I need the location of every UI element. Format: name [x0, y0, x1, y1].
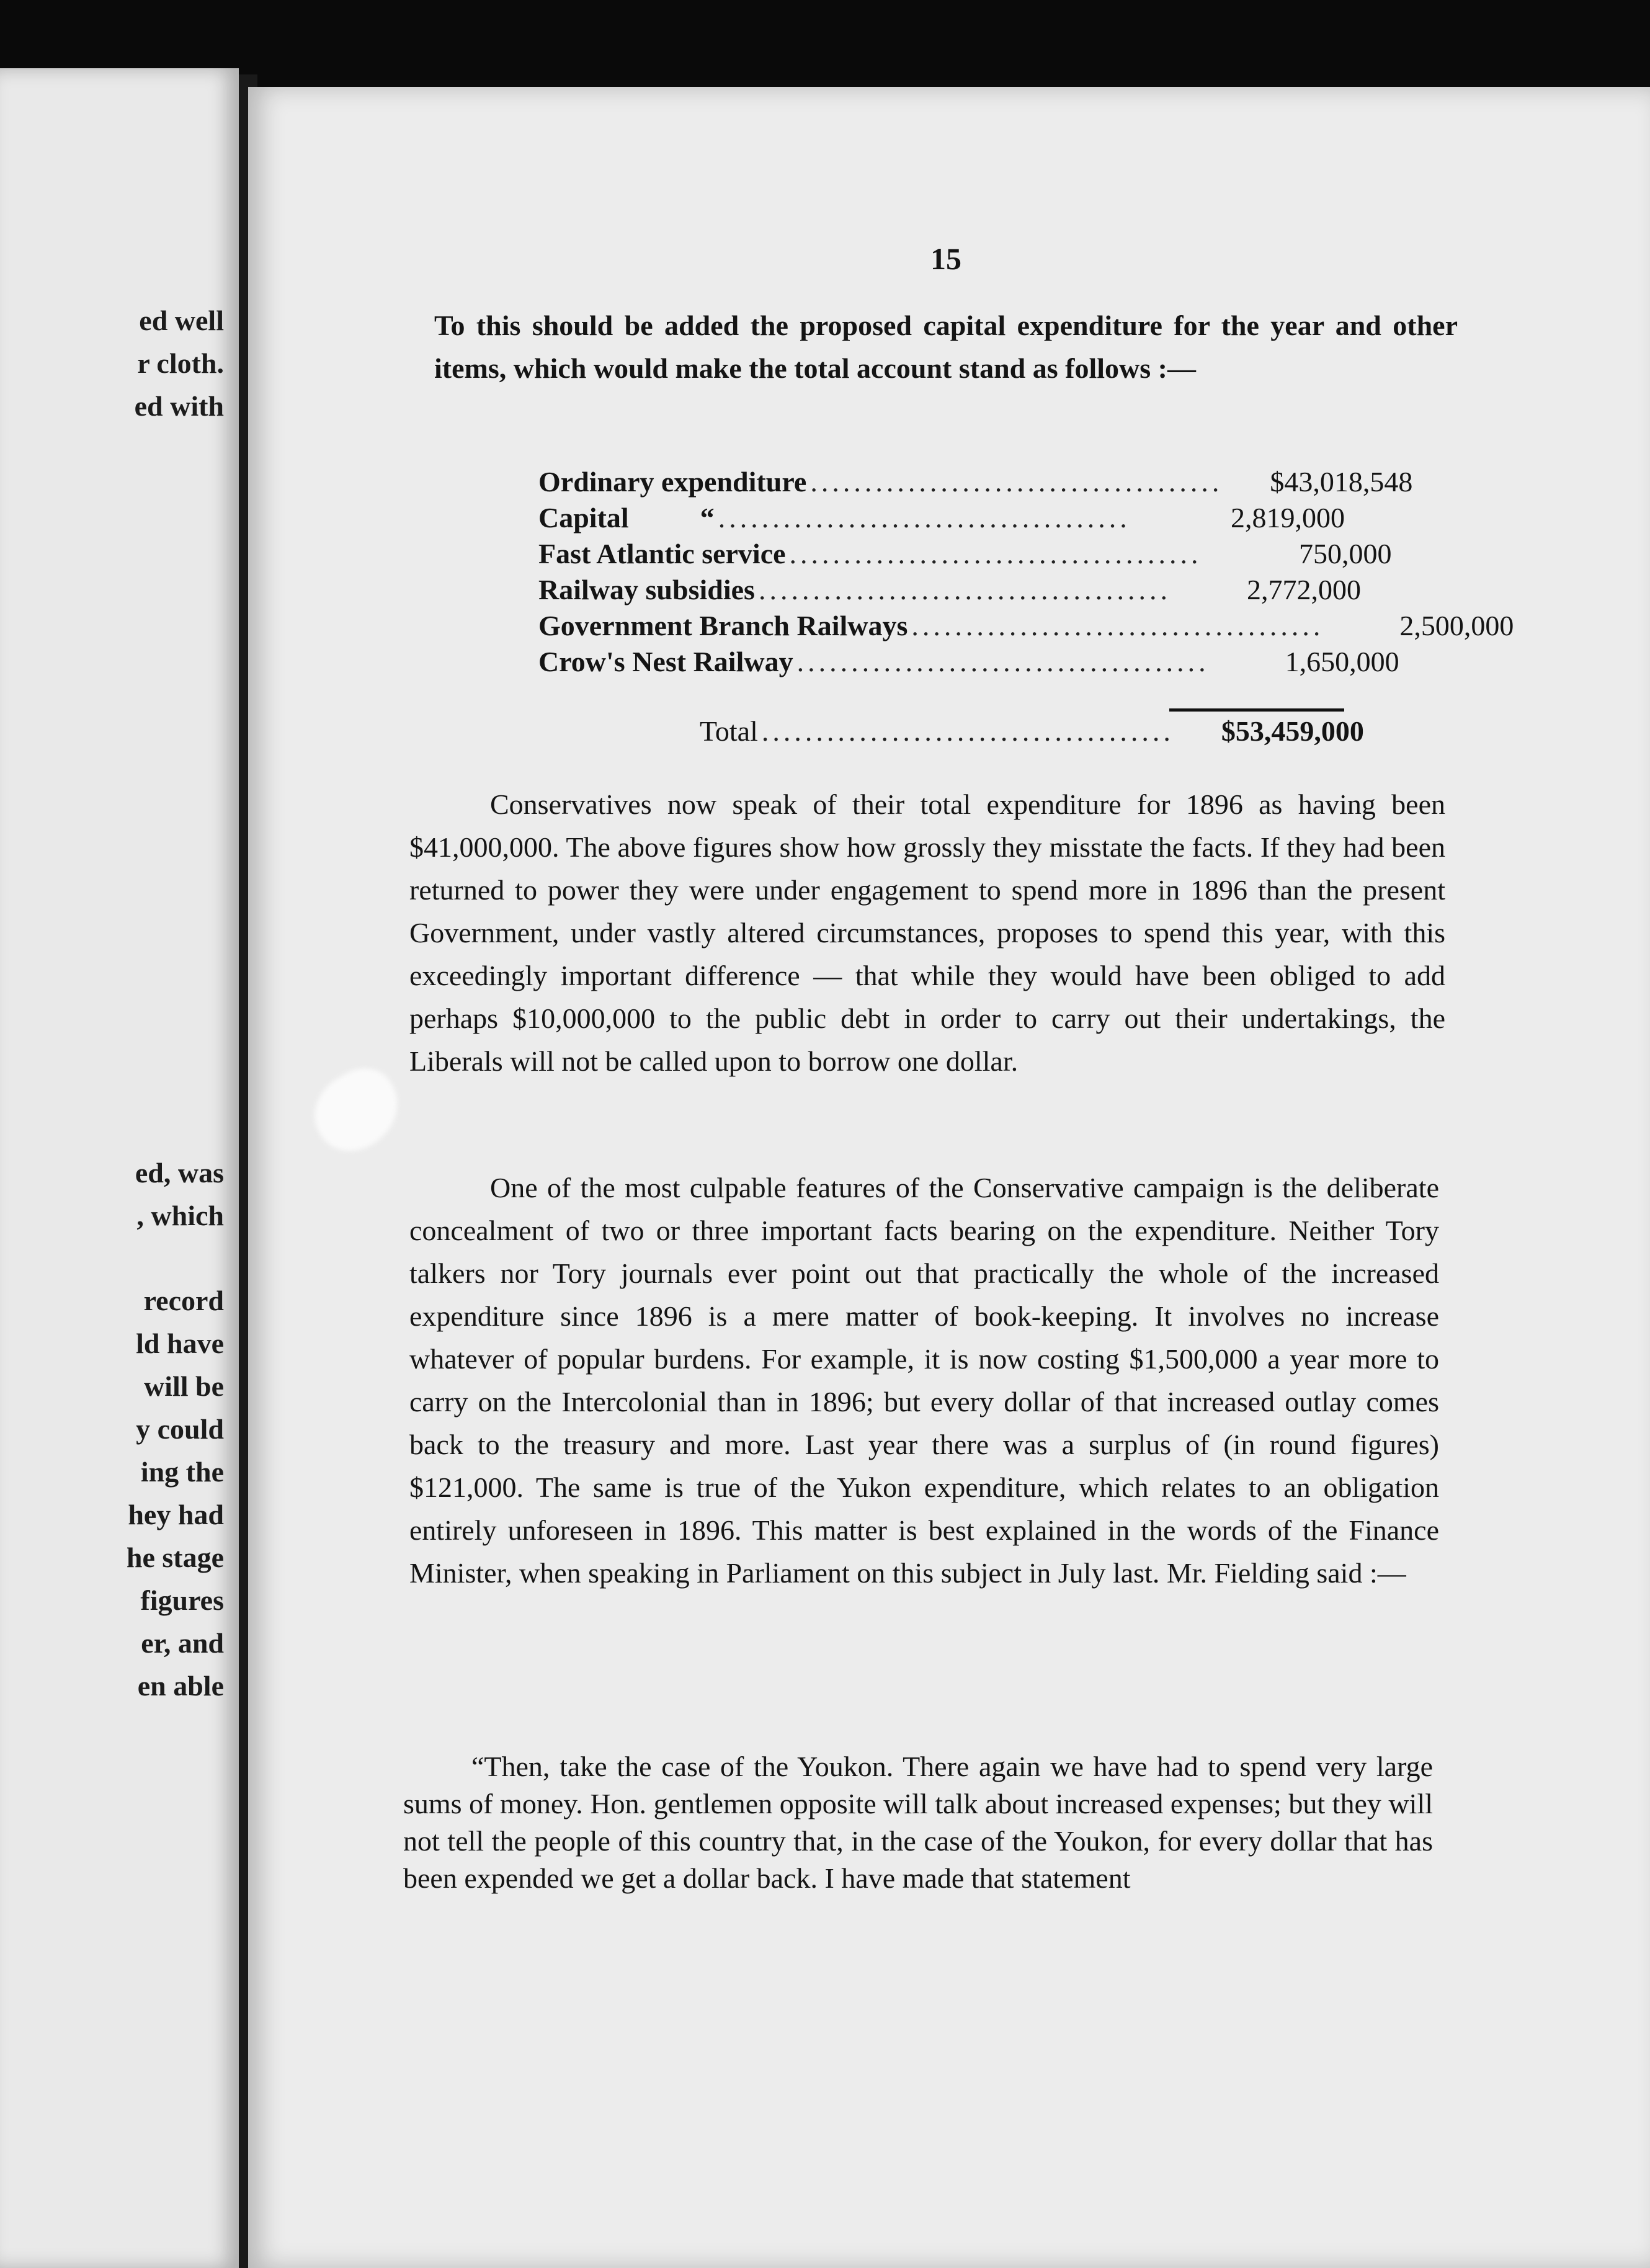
- intro-paragraph: To this should be added the proposed capital expenditure for the year and other items, which would make the total account stand as follows :—: [434, 310, 1458, 384]
- expenditure-label: Fast Atlantic service: [538, 538, 786, 569]
- left-page-fragment: ed well: [139, 305, 224, 336]
- expenditure-row: [538, 465, 1413, 501]
- paragraph-conservatives: Conservatives now speak of their total expenditure for 1896 as having been $41,000,000. The above figures show how grossly they misstate the facts. If they had been returned to power they were under engagement to spend more in 1896 than the present Government, under vastly altered circumstances, proposes to spend this year, with this exceedingly important difference — that while they would have been obliged to add perhaps $10,000,000 to the public debt in order to carry out their undertakings, the Liberals will not be called upon to borrow one dollar.: [409, 788, 1445, 1077]
- left-page-fragment: record: [143, 1285, 224, 1316]
- total-value: $53,459,000: [1221, 715, 1364, 747]
- dot-leader: ......................................: [758, 574, 1171, 605]
- expenditure-value: $43,018,548: [1270, 466, 1413, 498]
- expenditure-row: [538, 573, 1361, 609]
- left-page: [0, 68, 239, 2268]
- left-page-fragment: ld have: [136, 1328, 224, 1359]
- left-page-fragment: ed with: [134, 390, 224, 422]
- expenditure-value: 2,500,000: [1399, 610, 1514, 641]
- expenditure-value: 750,000: [1299, 538, 1392, 569]
- expenditure-label: Crow's Nest Railway: [538, 646, 793, 677]
- left-page-fragment: en able: [137, 1670, 224, 1702]
- paragraph-campaign: One of the most culpable features of the Conservative campaign is the deliberate concealment of two or three important facts bearing on the expenditure. Neither Tory talkers nor Tory journals ever point out that practically the whole of the increased expenditure since 1896 is a mere matter of book-keeping. It involves no increase whatever of popular burdens. For example, it is now costing $1,500,000 a year more to carry on the Intercolonial than in 1896; but every dollar of that increased outlay comes back to the treasury and more. Last year there was a surplus of (in round figures) $121,000. The same is true of the Yukon expenditure, which relates to an obligation entirely unforeseen in 1896. This matter is best explained in the words of the Finance Minister, when speaking in Parliament on this subject in July last. Mr. Fielding said :—: [409, 1172, 1439, 1589]
- expenditure-row: [538, 537, 1392, 573]
- expenditure-label: Capital “: [538, 502, 715, 534]
- dot-leader: ......................................: [796, 646, 1210, 677]
- expenditure-value: 2,772,000: [1246, 574, 1361, 605]
- left-page-fragment: r cloth.: [137, 347, 224, 379]
- expenditure-total-row: [700, 715, 1364, 752]
- left-page-fragment: y could: [136, 1413, 224, 1445]
- expenditure-row: [538, 501, 1345, 537]
- left-page-fragment: ed, was: [135, 1157, 224, 1189]
- expenditure-label: Ordinary expenditure: [538, 466, 807, 498]
- dot-leader: ......................................: [718, 502, 1131, 534]
- page-number: 15: [930, 241, 961, 276]
- expenditure-row: [538, 645, 1399, 681]
- total-rule: [1169, 708, 1344, 712]
- left-page-fragment: figures: [140, 1584, 224, 1616]
- expenditure-row: [538, 609, 1514, 645]
- dot-leader: ......................................: [810, 466, 1223, 498]
- fielding-quote: “Then, take the case of the Youkon. There again we have had to spend very large sums of money. Hon. gentlemen opposite will talk about increased expenses; but they will not tell the people of this country that, in the case of the Youkon, for every dollar that has been expended we get a dollar back. I have made that statement: [403, 1751, 1433, 1894]
- left-page-fragment: er, and: [141, 1627, 224, 1659]
- expenditure-table: [538, 465, 1514, 681]
- left-page-fragment: hey had: [128, 1499, 224, 1530]
- left-page-fragment: , which: [136, 1200, 224, 1231]
- left-page-fragment: he stage: [126, 1542, 224, 1573]
- total-label: Total: [700, 715, 758, 747]
- expenditure-label: Government Branch Railways: [538, 610, 908, 641]
- expenditure-value: 1,650,000: [1285, 646, 1399, 677]
- expenditure-label: Railway subsidies: [538, 574, 755, 605]
- dot-leader: ......................................: [911, 610, 1324, 641]
- dot-leader: ......................................: [761, 715, 1174, 747]
- dot-leader: ......................................: [789, 538, 1202, 569]
- left-page-fragment: will be: [143, 1370, 224, 1402]
- expenditure-value: 2,819,000: [1231, 502, 1345, 534]
- left-page-fragment: ing the: [140, 1456, 224, 1488]
